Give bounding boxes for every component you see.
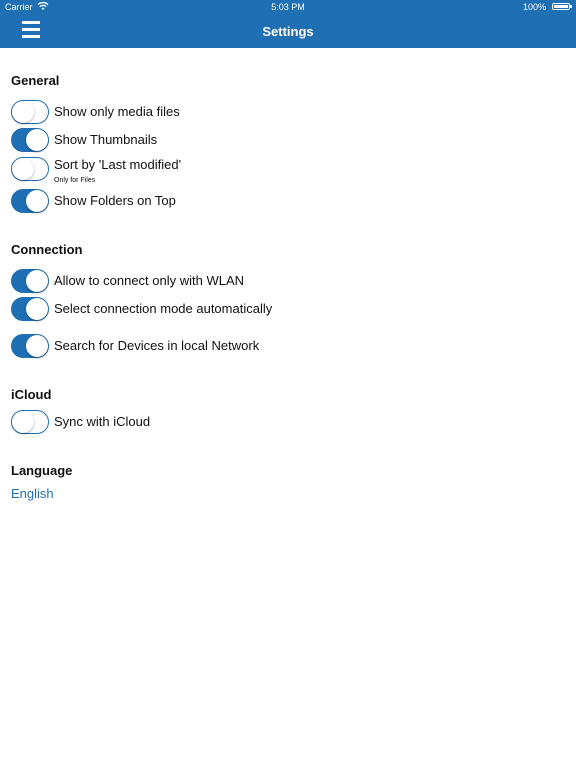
- toggle-show-only-media[interactable]: [11, 100, 49, 124]
- section-header-general: General: [11, 73, 60, 88]
- language-selector[interactable]: English: [11, 486, 54, 501]
- setting-sublabel: Only for Files: [54, 177, 96, 184]
- section-header-language: Language: [11, 463, 73, 478]
- setting-label: Search for Devices in local Network: [54, 338, 260, 353]
- setting-label: Show Folders on Top: [54, 193, 176, 208]
- setting-label: Show only media files: [54, 104, 180, 119]
- setting-label: Sort by 'Last modified': [54, 157, 182, 172]
- setting-label: Select connection mode automatically: [54, 301, 273, 316]
- toggle-wlan-only[interactable]: [11, 269, 49, 293]
- toggle-sync-icloud[interactable]: [11, 410, 49, 434]
- setting-label: Show Thumbnails: [54, 132, 158, 147]
- toggle-folders-on-top[interactable]: [11, 189, 49, 213]
- toggle-search-local-network[interactable]: [11, 334, 49, 358]
- toggle-auto-connection-mode[interactable]: [11, 297, 49, 321]
- setting-label: Allow to connect only with WLAN: [54, 273, 245, 288]
- page-title: Settings: [262, 24, 314, 39]
- section-header-connection: Connection: [11, 242, 83, 257]
- navigation-bar: [0, 15, 576, 48]
- status-bar: [0, 0, 576, 15]
- battery-icon: [552, 3, 570, 10]
- toggle-sort-last-modified[interactable]: [11, 157, 49, 181]
- carrier-label: Carrier: [5, 2, 33, 12]
- setting-label: Sync with iCloud: [54, 414, 151, 429]
- toggle-show-thumbnails[interactable]: [11, 128, 49, 152]
- status-time: 5:03 PM: [271, 2, 305, 12]
- battery-percent: 100%: [522, 2, 546, 12]
- section-header-icloud: iCloud: [11, 387, 52, 402]
